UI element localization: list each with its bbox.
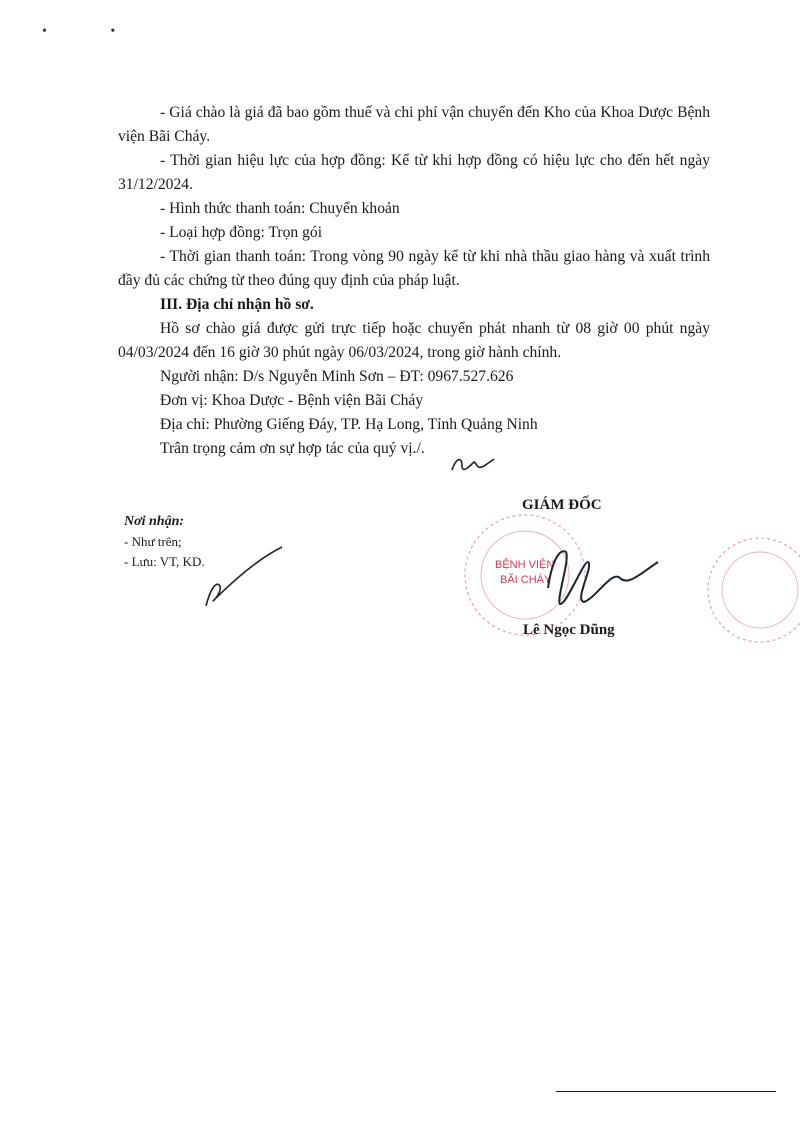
- scan-artifact-dots: • •: [42, 24, 146, 39]
- section-heading: III. Địa chỉ nhận hồ sơ.: [160, 296, 314, 313]
- partial-seal-stamp: [708, 538, 800, 642]
- signer-name: Lê Ngọc Dũng: [523, 622, 615, 638]
- recipient-item: - Như trên;: [124, 534, 182, 549]
- paragraph-price: - Giá chào là giá đã bao gồm thuế và chi phí vận chuyển đến Kho của Khoa Dược Bệnh viện Bãi Cháy.: [118, 104, 710, 145]
- paragraph-address: Địa chỉ: Phường Giếng Đáy, TP. Hạ Long, Tỉnh Quảng Ninh: [160, 416, 538, 433]
- paragraph-contract-validity: - Thời gian hiệu lực của hợp đồng: Kể từ khi hợp đồng có hiệu lực cho đến hết ngày 31/12/2024.: [118, 152, 710, 193]
- recipients-title: Nơi nhận:: [124, 514, 185, 529]
- signature-title: GIÁM ĐỐC: [522, 497, 602, 513]
- seal-line-2: BÃI CHÁY: [500, 574, 552, 586]
- director-signature: [548, 551, 658, 604]
- seal-line-1: BỆNH VIỆN: [495, 559, 555, 571]
- paragraph-contract-type: - Loại hợp đồng: Trọn gói: [160, 224, 323, 241]
- closing-initials: [452, 459, 494, 470]
- recipients-initials: [206, 547, 282, 606]
- paragraph-closing: Trân trọng cảm ơn sự hợp tác của quý vị./.: [160, 440, 425, 457]
- paragraph-payment-method: - Hình thức thanh toán: Chuyển khoản: [160, 200, 400, 217]
- footer-rule: [556, 1091, 776, 1092]
- paragraph-payment-time: - Thời gian thanh toán: Trong vòng 90 ngày kể từ khi nhà thầu giao hàng và xuất trình đầy đủ các chứng từ theo đúng quy định của pháp luật.: [118, 248, 710, 289]
- paragraph-receiver: Người nhận: D/s Nguyễn Minh Sơn – ĐT: 0967.527.626: [160, 368, 514, 385]
- paragraph-submission-time: Hồ sơ chào giá được gửi trực tiếp hoặc chuyển phát nhanh từ 08 giờ 00 phút ngày 04/03/2024 đến 16 giờ 30 phút ngày 06/03/2024, trong giờ hành chính.: [118, 320, 710, 361]
- paragraph-unit: Đơn vị: Khoa Dược - Bệnh viện Bãi Cháy: [160, 392, 424, 409]
- seal-stamp: [465, 515, 585, 635]
- recipient-item: - Lưu: VT, KD.: [124, 554, 205, 569]
